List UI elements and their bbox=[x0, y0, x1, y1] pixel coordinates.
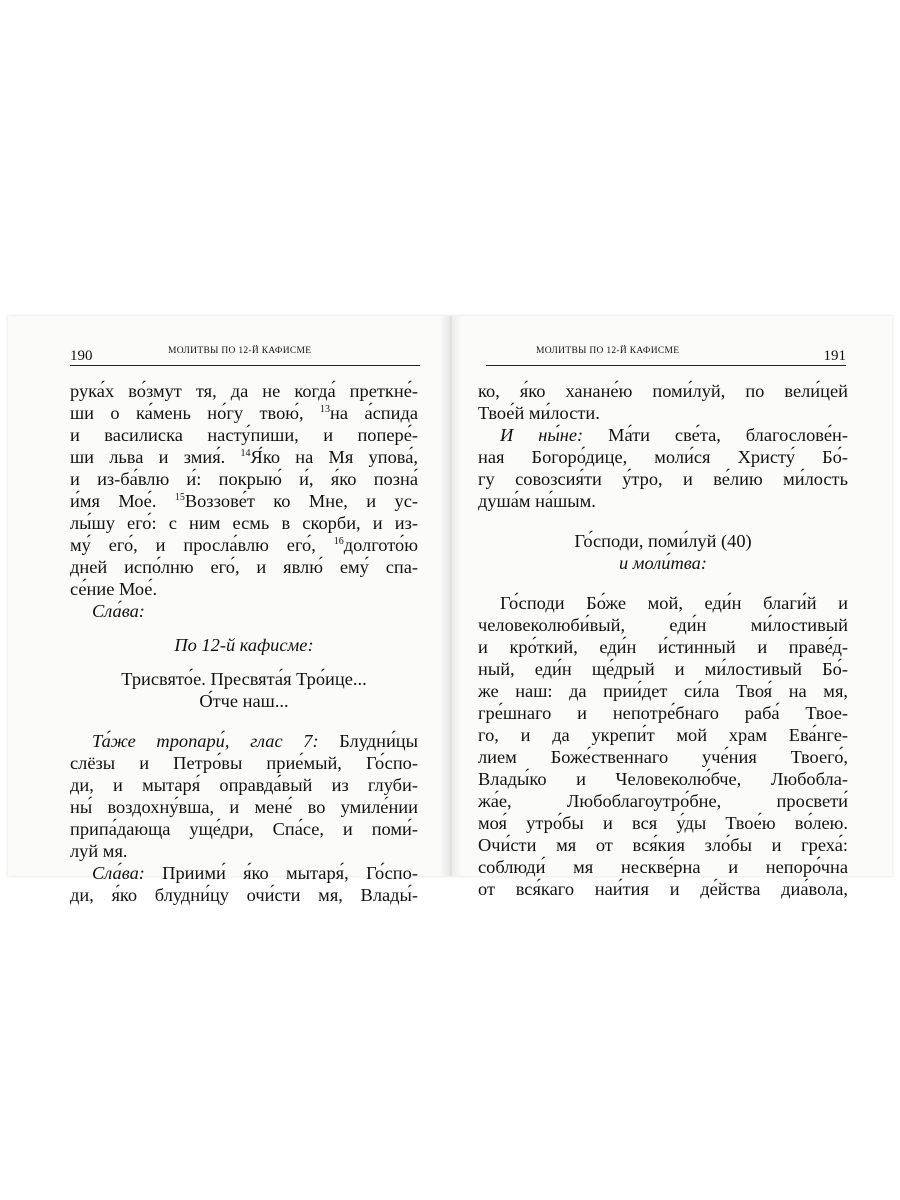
right-running-head: МОЛИТВЫ ПО 12-Й КАФИСМЕ bbox=[536, 346, 680, 356]
text-line: ди, и мытаря́ оправда́вый из глуби- bbox=[70, 775, 418, 795]
left-running-head: МОЛИТВЫ ПО 12-Й КАФИСМЕ bbox=[168, 346, 312, 356]
left-header-rule bbox=[70, 365, 420, 366]
text-line: и кро́ткий, еди́н и́стинный и праве́д- bbox=[478, 637, 848, 657]
right-page bbox=[450, 316, 892, 899]
text-line: моя́ утро́бы и вся у́ды Твое́ю во́лею. bbox=[478, 813, 848, 833]
right-header bbox=[486, 344, 846, 366]
slava-heading: Сла́ва: bbox=[92, 601, 145, 621]
text-line: соблюди́ мя нескве́рна и непоро́чна bbox=[478, 857, 848, 877]
gospodi-heading: Го́споди, поми́луй (40) bbox=[574, 531, 752, 551]
right-page-text bbox=[478, 380, 848, 900]
text-line: Та́же тропари́, глас 7: Блудни́цы bbox=[92, 731, 418, 751]
text-line: человеколюби́вый, еди́н ми́лостивый bbox=[478, 615, 848, 635]
text-line: И ны́не: Ма́ти све́та, благослове́н- bbox=[500, 425, 848, 445]
verse-number: 16 bbox=[333, 536, 344, 547]
tropari-label: Та́же тропари́, глас 7: bbox=[92, 731, 319, 751]
text-line: лы́шу его́: с ним есмь в скорби, и из- bbox=[70, 513, 418, 533]
text-line: му́ его́, и просла́влю его́, $^{16}$долгото́ю bbox=[70, 535, 418, 555]
left-header bbox=[70, 344, 420, 366]
book-gutter bbox=[440, 316, 462, 876]
text-line: и из-ба́влю и́: покрыю́ и́, я́ко позна́ bbox=[70, 469, 418, 489]
otche-line: О́тче наш... bbox=[199, 691, 289, 711]
right-header-rule bbox=[486, 365, 846, 366]
text-line: от вся́каго наи́тия и де́йства диа́вола, bbox=[478, 879, 848, 899]
text-line: лием Боже́ственнаго уче́ния Твоего́, bbox=[478, 747, 848, 767]
text-line: луй мя. bbox=[70, 841, 128, 861]
text-line: дней испо́лню его́, и явлю́ ему́ спа- bbox=[70, 557, 418, 577]
text-line: го, и да укрепи́т мой храм Ева́нге- bbox=[478, 725, 848, 745]
text-line: жа́е, Любоблагоутро́бне, просвети́ bbox=[478, 791, 848, 811]
left-page-number: 190 bbox=[70, 348, 93, 364]
text-line: ко, я́ко ханане́ю поми́луй, по вели́цей bbox=[478, 381, 848, 401]
text-line: Влады́ко и Человеколю́бче, Любобла- bbox=[478, 769, 848, 789]
i-molitva-heading: и моли́тва: bbox=[619, 553, 707, 573]
text-line: рука́х во́змут тя, да не когда́ преткне́- bbox=[70, 381, 418, 401]
text-line: ный, еди́н ще́дрый и ми́лостивый Бо́- bbox=[478, 659, 848, 679]
verse-number: 13 bbox=[320, 404, 331, 415]
text-line: Твое́й ми́лости. bbox=[478, 403, 600, 423]
text-line: гу совозсия́ти у́тро, и ве́лию ми́лость bbox=[478, 469, 848, 489]
text-line: Сла́ва: Приими́ я́ко мытаря́, Го́спо- bbox=[92, 863, 418, 883]
text-line: же наш: да прии́дет си́ла Твоя́ на мя, bbox=[478, 681, 848, 701]
i-nyne-label: И ны́не: bbox=[500, 425, 584, 445]
text-line: ная Богоро́дице, моли́ся Христу́ Бо́- bbox=[478, 447, 848, 467]
slava-label: Сла́ва: bbox=[92, 863, 145, 883]
text-line: се́ние Мое́. bbox=[70, 579, 158, 599]
text-line: ши льва и змия́. $^{14}$Я́ко на Мя упова́, bbox=[70, 447, 418, 467]
text-line: ны́ воздохну́вша, и мене́ во умиле́нии bbox=[70, 797, 418, 817]
right-page-number: 191 bbox=[823, 348, 846, 364]
text-line: Го́споди Бо́же мой, еди́н благи́й и bbox=[500, 593, 848, 613]
text-line: Очи́сти мя от вся́кия зло́бы и греха́: bbox=[478, 835, 848, 855]
text-line: душа́м на́шым. bbox=[478, 491, 596, 511]
text-line: гре́шнаго и непотре́бнаго раба́ Твое- bbox=[478, 703, 848, 723]
text-line: припа́дающа уще́дри, Спа́се, и поми́- bbox=[70, 819, 418, 839]
po-kafisme-heading: По 12-й кафисме: bbox=[174, 635, 314, 655]
text-line: ди, я́ко блудни́цу очи́сти мя, Влады́- bbox=[70, 885, 418, 905]
verse-number: 14 bbox=[240, 448, 251, 459]
left-page bbox=[8, 316, 450, 905]
book-spread bbox=[8, 316, 892, 905]
text-line: и василиска насту́пиши, и попере́- bbox=[70, 425, 418, 445]
left-page-text bbox=[70, 380, 418, 906]
verse-number: 15 bbox=[174, 492, 185, 503]
trisvyatoe-line: Трисвято́е. Пресвята́я Тро́ице... bbox=[121, 669, 367, 689]
text-line: слёзы и Петро́вы прие́мый, Го́спо- bbox=[70, 753, 418, 773]
text-line: и́мя Мое́. $^{15}$Воззове́т ко Мне, и ус- bbox=[70, 491, 418, 511]
text-line: ши о ка́мень но́гу твою́, $^{13}$на а́спида bbox=[70, 403, 418, 423]
